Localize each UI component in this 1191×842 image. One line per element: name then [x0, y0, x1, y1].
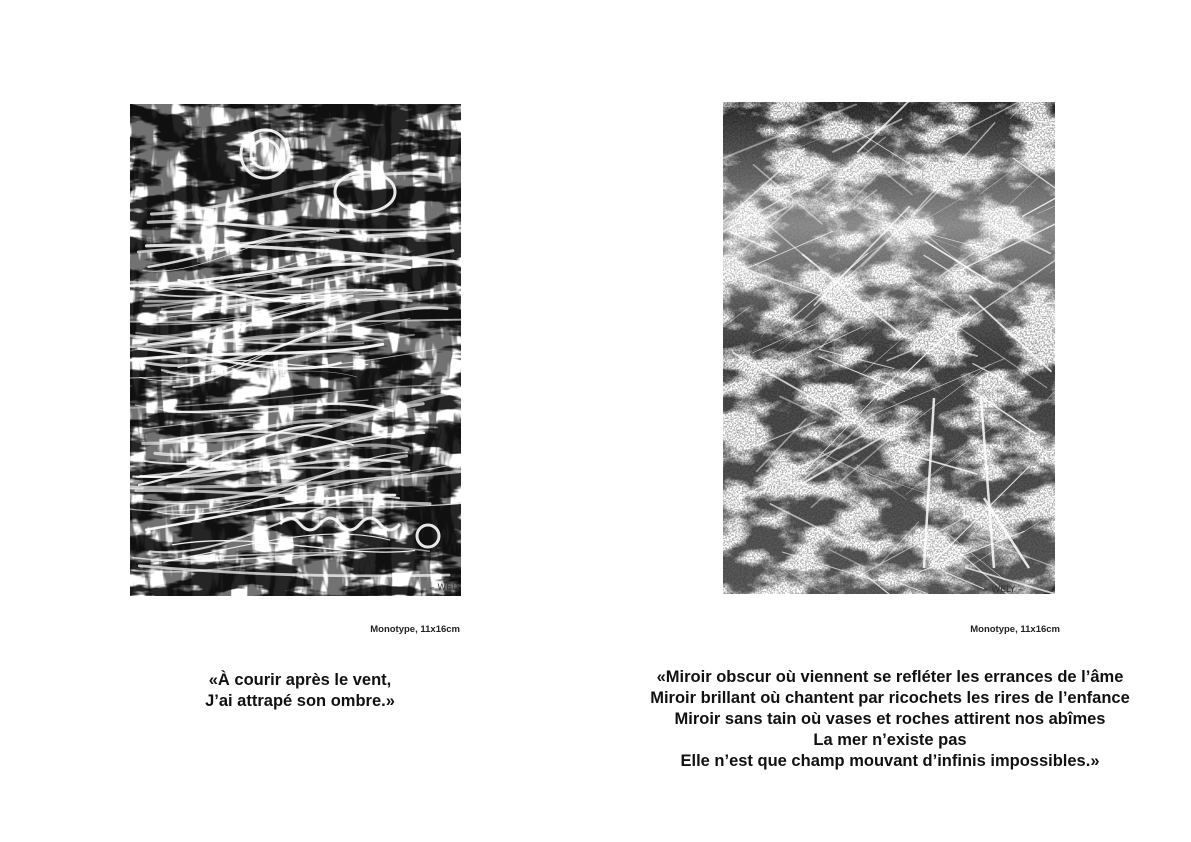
poem-line: «À courir après le vent,	[208, 671, 392, 689]
artist-signature-left: – WELY	[430, 583, 461, 593]
print-caption-left: Monotype, 11x16cm	[370, 624, 460, 635]
monotype-artwork-left	[130, 104, 461, 596]
poem-left	[150, 670, 450, 712]
monotype-artwork-right	[719, 98, 1059, 598]
poem-line: La mer n’existe pas	[813, 731, 967, 749]
poem-line: Miroir brillant où chantent par ricochets les rires de l’enfance	[650, 689, 1130, 707]
monotype-print-left	[130, 104, 461, 596]
print-caption-right: Monotype, 11x16cm	[970, 624, 1060, 635]
poem-right	[620, 667, 1160, 772]
monotype-print-right	[719, 98, 1059, 598]
poem-line: J’ai attrapé son ombre.»	[205, 692, 395, 710]
poem-line: Elle n’est que champ mouvant d’infinis impossibles.»	[680, 752, 1100, 770]
poem-line: «Miroir obscur où viennent se refléter les errances de l’âme	[656, 668, 1124, 686]
poem-line: Miroir sans tain où vases et roches attirent nos abîmes	[674, 710, 1106, 728]
artist-signature-right: – WELY –	[984, 585, 1023, 595]
